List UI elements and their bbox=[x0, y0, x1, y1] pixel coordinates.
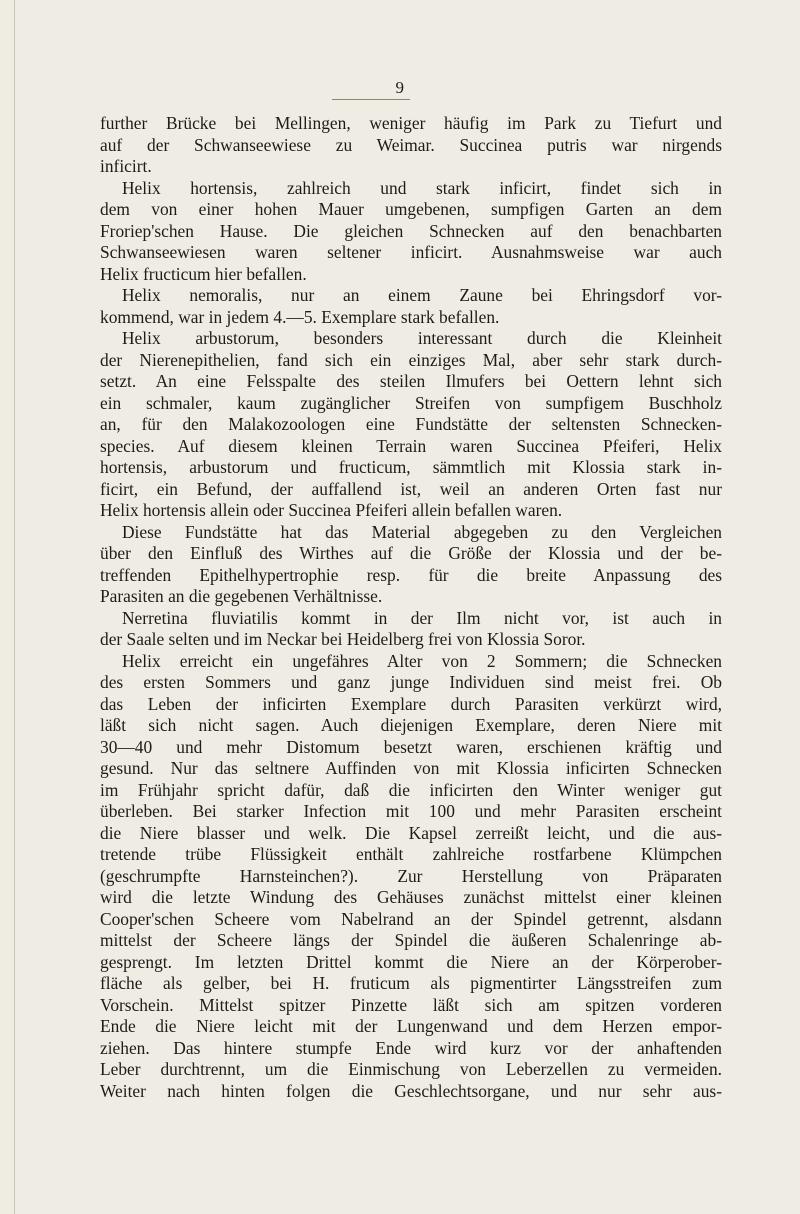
text-line: Cooper'schen Scheere vom Nabelrand an der Spindel getrennt, alsdann bbox=[100, 908, 722, 929]
text-line: setzt. An eine Felsspalte des steilen Ilmufers bei Oettern lehnt sich bbox=[100, 371, 722, 391]
text-line: Helix hortensis, zahlreich und stark inficirt, findet sich in bbox=[122, 177, 722, 198]
text-line: hortensis, arbustorum und fructicum, sämmtlich mit Klossia stark in- bbox=[100, 457, 722, 477]
text-line: läßt sich nicht sagen. Auch diejenigen Exemplare, deren Niere mit bbox=[100, 715, 722, 735]
page-edge-line bbox=[14, 0, 15, 1214]
text-line: ziehen. Das hintere stumpfe Ende wird kurz vor der anhaftenden bbox=[100, 1037, 722, 1058]
text-line: Helix arbustorum, besonders interessant durch die Kleinheit bbox=[122, 328, 722, 348]
text-line: Helix erreicht ein ungefähres Alter von 2 Sommern; die Schnecken bbox=[122, 650, 722, 671]
text-line: Vorschein. Mittelst spitzer Pinzette läßt sich am spitzen vorderen bbox=[100, 994, 722, 1015]
text-line: fläche als gelber, bei H. fruticum als pigmentirter Längsstreifen zum bbox=[100, 973, 722, 993]
text-line: des ersten Sommers und ganz junge Individuen sind meist frei. Ob bbox=[100, 672, 722, 692]
text-line: (geschrumpfte Harnsteinchen?). Zur Herstellung von Präparaten bbox=[100, 865, 722, 886]
text-line: gesprengt. Im letzten Drittel kommt die Niere an der Körperober- bbox=[100, 951, 722, 972]
text-line: die Niere blasser und welk. Die Kapsel zerreißt leicht, und die aus- bbox=[100, 822, 722, 843]
text-line: 30—40 und mehr Distomum besetzt waren, erschienen kräftig und bbox=[100, 736, 722, 757]
page-number-rule bbox=[332, 99, 410, 100]
text-line: Weiter nach hinten folgen die Geschlechtsorgane, und nur sehr aus- bbox=[100, 1080, 722, 1101]
text-line: wird die letzte Windung des Gehäuses zunächst mittelst einer kleinen bbox=[100, 887, 722, 907]
page-number: 9 bbox=[395, 78, 405, 97]
text-line: der Saale selten und im Neckar bei Heidelberg frei von Klossia Soror. bbox=[100, 629, 586, 649]
text-line: gesund. Nur das seltnere Auffinden von mit Klossia inficirten Schnecken bbox=[100, 758, 722, 778]
body-text bbox=[100, 113, 722, 1102]
text-line: Helix fructicum hier befallen. bbox=[100, 263, 307, 284]
text-line: kommend, war in jedem 4.—5. Exemplare stark befallen. bbox=[100, 306, 500, 327]
text-line: ein schmaler, kaum zugänglicher Streifen von sumpfigem Buschholz bbox=[100, 392, 722, 413]
text-line: ficirt, ein Befund, der auffallend ist, weil an anderen Orten fast nur bbox=[100, 478, 722, 499]
text-line: überleben. Bei starker Infection mit 100 und mehr Parasiten erscheint bbox=[100, 801, 722, 821]
text-line: mittelst der Scheere längs der Spindel die äußeren Schalenringe ab- bbox=[100, 930, 722, 950]
text-line: auf der Schwanseewiese zu Weimar. Succinea putris war nirgends bbox=[100, 134, 722, 155]
text-line: das Leben der inficirten Exemplare durch Parasiten verkürzt wird, bbox=[100, 693, 722, 714]
text-line: species. Auf diesem kleinen Terrain waren Succinea Pfeiferi, Helix bbox=[100, 435, 722, 456]
text-line: Parasiten an die gegebenen Verhältnisse. bbox=[100, 586, 383, 606]
text-line: über den Einfluß des Wirthes auf die Größe der Klossia und der be- bbox=[100, 543, 722, 563]
text-line: further Brücke bei Mellingen, weniger häufig im Park zu Tiefurt und bbox=[100, 113, 722, 133]
text-line: Schwanseewiesen waren seltener inficirt. Ausnahmsweise war auch bbox=[100, 242, 722, 262]
text-line: tretende trübe Flüssigkeit enthält zahlreiche rostfarbene Klümpchen bbox=[100, 844, 722, 864]
text-line: treffenden Epithelhypertrophie resp. für die breite Anpassung des bbox=[100, 564, 722, 585]
text-line: Helix nemoralis, nur an einem Zaune bei Ehringsdorf vor- bbox=[122, 285, 722, 305]
text-line: Froriep'schen Hause. Die gleichen Schnecken auf den benachbarten bbox=[100, 220, 722, 241]
text-line: im Frühjahr spricht dafür, daß die inficirten den Winter weniger gut bbox=[100, 779, 722, 800]
text-line: Ende die Niere leicht mit der Lungenwand und dem Herzen empor- bbox=[100, 1016, 722, 1036]
text-line: Leber durchtrennt, um die Einmischung von Leberzellen zu vermeiden. bbox=[100, 1059, 722, 1079]
text-line: an, für den Malakozoologen eine Fundstätte der seltensten Schnecken- bbox=[100, 414, 722, 434]
text-line: inficirt. bbox=[100, 156, 152, 176]
text-line: Nerretina fluviatilis kommt in der Ilm nicht vor, ist auch in bbox=[122, 607, 722, 628]
text-line: Helix hortensis allein oder Succinea Pfeiferi allein befallen waren. bbox=[100, 500, 563, 520]
text-line: der Nierenepithelien, fand sich ein einziges Mal, aber sehr stark durch- bbox=[100, 349, 722, 370]
text-line: Diese Fundstätte hat das Material abgegeben zu den Vergleichen bbox=[122, 521, 722, 542]
text-line: dem von einer hohen Mauer umgebenen, sumpfigen Garten an dem bbox=[100, 199, 722, 219]
